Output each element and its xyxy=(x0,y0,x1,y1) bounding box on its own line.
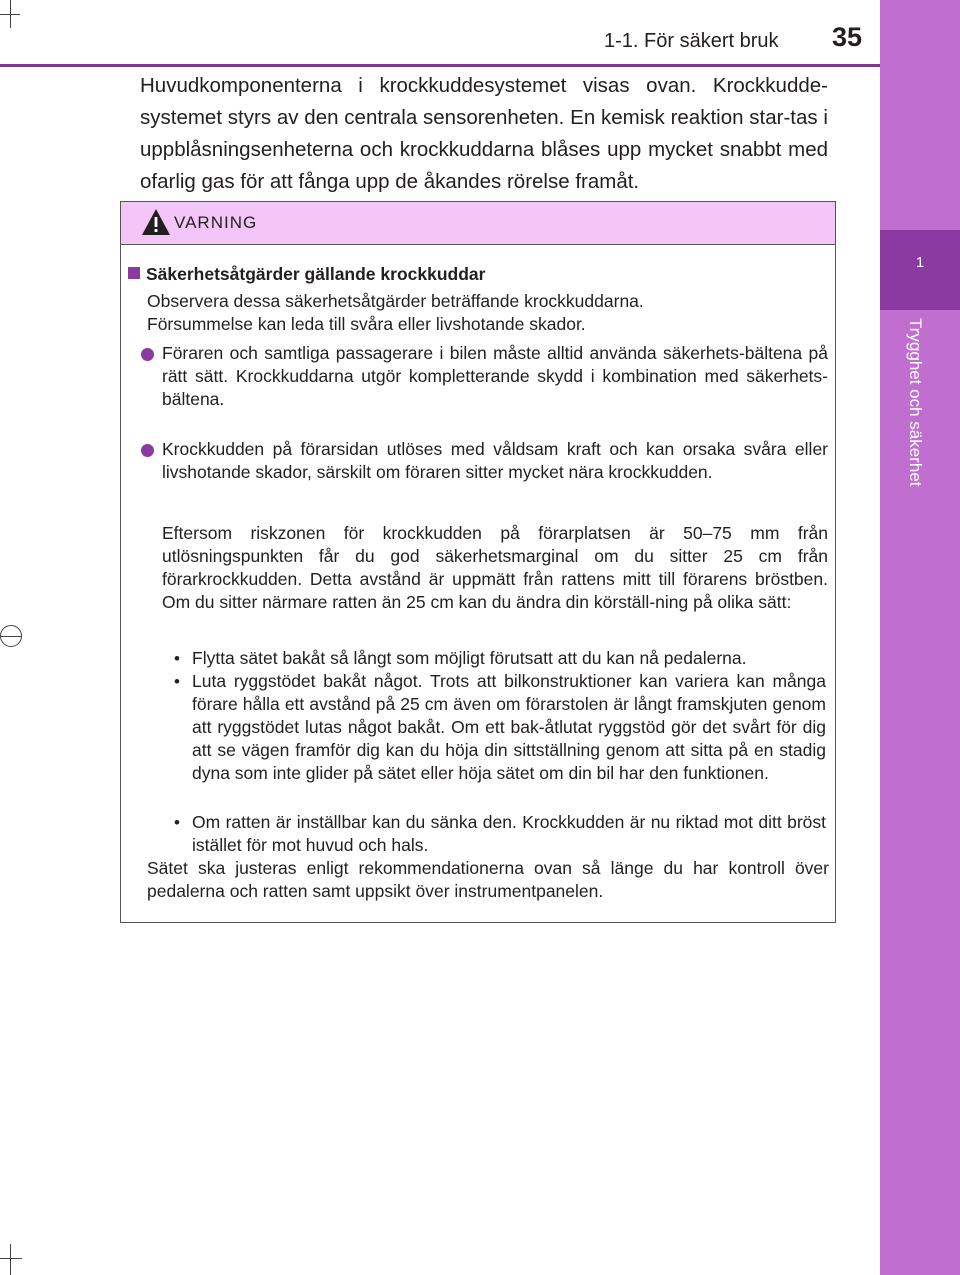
warning-sub-bullet-1: Flytta sätet bakåt så långt som möjligt förutsatt att du kan nå pedalerna. xyxy=(192,648,747,668)
warning-subtitle-text: Säkerhetsåtgärder gällande krockkuddar xyxy=(146,264,486,284)
warning-sub-bullet-3: Om ratten är inställbar kan du sänka den. Krockkudden är nu riktad mot ditt bröst istället för mot huvud och hals. xyxy=(192,812,826,855)
chapter-label xyxy=(905,318,935,518)
sub-bullet-dot: • xyxy=(174,649,180,668)
chapter-label-text: Trygghet och säkerhet xyxy=(906,318,925,487)
warning-triangle-icon xyxy=(141,208,171,236)
warning-sub-bullet-2: Luta ryggstödet bakåt något. Trots att bilkonstruktioner kan variera kan många förare hålla ett avstånd på 25 cm även om förarstolen är långt framskjuten genom att ryggstödet lutas något bakåt. Om ett bak-åtlutat ryggstöd gör det svårt för dig att se vägen framför dig kan du höja din sittställning genom att sitta på en stadig dyna som inte glider på sätet eller höja sätet om din bil har den funktionen. xyxy=(192,671,826,783)
warning-extra-paragraph: Eftersom riskzonen för krockkudden på förarplatsen är 50–75 mm från utlösningspunkten får du god säkerhetsmarginal om du sitter 25 cm från förarkrockkudden. Detta avstånd är uppmätt från rattens mitt till förarens bröstben. Om du sitter närmare ratten än 25 cm kan du ändra din körställ-ning på olika sätt: xyxy=(162,523,828,612)
chapter-number: 1 xyxy=(915,254,925,271)
square-bullet-icon xyxy=(128,267,140,279)
crop-mark xyxy=(0,1258,22,1259)
warning-subtitle xyxy=(128,263,485,286)
warning-closing: Sätet ska justeras enligt rekommendationerna ovan så länge du har kontroll över pedalerna och ratten samt uppsikt över instrumentpanelen. xyxy=(147,858,829,901)
warning-bullet-2: Krockkudden på förarsidan utlöses med våldsam kraft och kan orsaka svåra eller livshotande skador, särskilt om föraren sitter mycket nära krockkudden. xyxy=(162,439,828,482)
header-divider xyxy=(0,64,880,67)
intro-paragraph: Huvudkomponenterna i krockkuddesystemet visas ovan. Krockkudde-systemet styrs av den centrala sensorenheten. En kemisk reaktion star-tas i uppblåsningsenheterna och krockkuddarna blåses upp mycket snabbt med ofarlig gas för att fånga upp de åkandes rörelse framåt. xyxy=(140,74,828,193)
page-number: 35 xyxy=(832,22,863,52)
crop-mark xyxy=(10,0,11,28)
warning-header xyxy=(121,202,835,245)
crop-mark xyxy=(0,625,22,647)
section-title: 1-1. För säkert bruk xyxy=(604,30,779,52)
warning-intro: Observera dessa säkerhetsåtgärder beträffande krockkuddarna. Försummelse kan leda till svåra eller livshotande skador. xyxy=(147,291,644,334)
crop-mark xyxy=(10,1244,11,1275)
round-bullet-icon xyxy=(141,348,154,361)
warning-bullet-1: Föraren och samtliga passagerare i bilen måste alltid använda säkerhets-bältena på rätt sätt. Krockkuddarna utgör kompletterande skydd i kombination med säkerhets-bältena. xyxy=(162,343,828,409)
round-bullet-icon xyxy=(141,444,154,457)
sub-bullet-dot: • xyxy=(174,672,180,691)
chapter-tab xyxy=(880,0,960,1275)
warning-box xyxy=(120,201,836,923)
sub-bullet-dot: • xyxy=(174,813,180,832)
warning-label: VARNING xyxy=(174,213,258,232)
